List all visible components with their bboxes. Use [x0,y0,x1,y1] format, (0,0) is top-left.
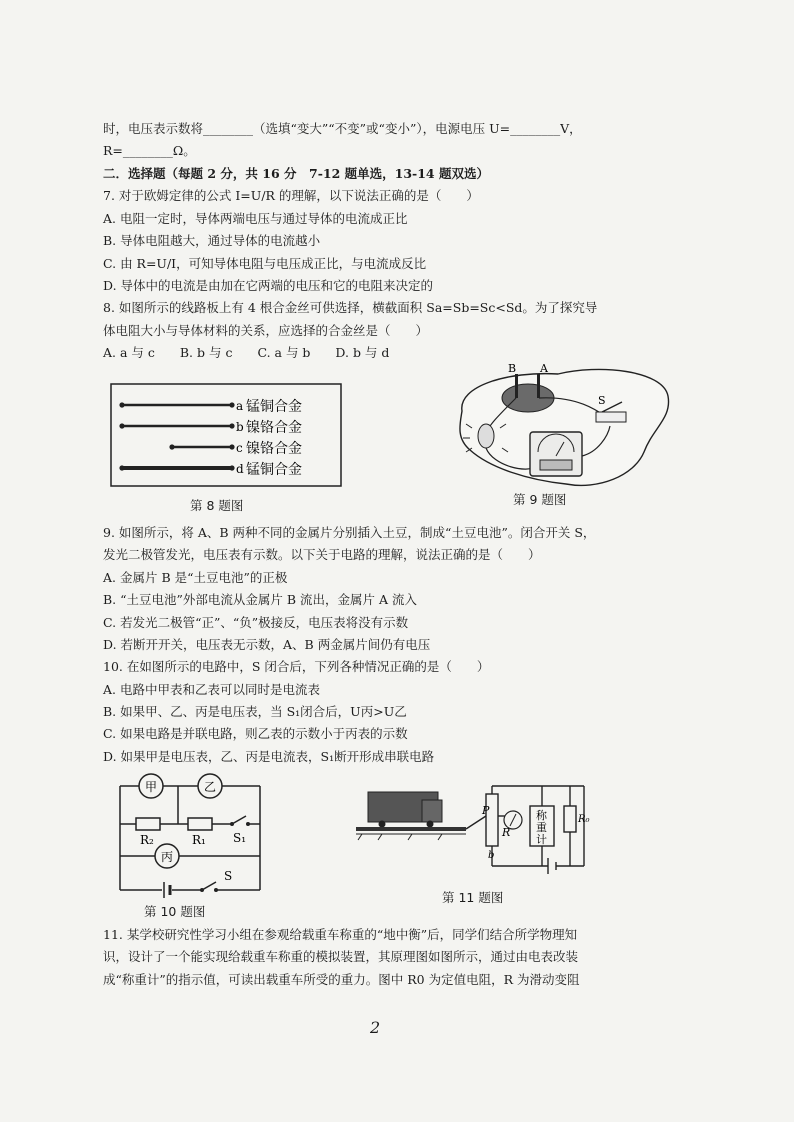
option: D. 如果甲是电压表，乙、丙是电流表，S₁断开形成串联电路 [103,749,435,764]
wire-letter: b [236,420,244,434]
p-label: P [482,804,490,817]
wire-letter: c [236,441,243,455]
ground-hatch [356,834,466,840]
label-a: A [540,362,548,375]
meter-text: 计 [536,833,547,846]
question-11-cont: 识，设计了一个能实现给载重车称重的模拟装置，其原理图如图所示，通过由电表改装 [103,949,579,964]
meter-text: 称 [536,809,547,822]
figure-10-caption: 第 10 题图 [144,904,206,919]
option: C. 若发光二极管“正”、“负”极接反，电压表将没有示数 [103,615,409,630]
text-line: 时，电压表示数将________（选填“变大”“不变”或“变小”），电源电压 U=________V， [103,121,582,136]
wire-d [119,461,302,478]
text-line: R=________Ω。 [103,143,196,158]
option: A. 金属片 B 是“土豆电池”的正极 [103,570,288,585]
question-9: 9. 如图所示，将 A、B 两种不同的金属片分别插入土豆，制成“土豆电池”。闭合开关 S， [103,525,596,540]
r-label: R [502,826,511,839]
figure-11-weighing-device [352,770,602,882]
resistor-r0 [564,806,576,832]
label-b: B [508,362,517,375]
led [478,424,494,448]
label-s: S [598,394,606,407]
rheostat-r [486,794,498,846]
figure-9-potato-battery [448,356,673,496]
figure-10-circuit [112,768,272,900]
metal-plate-a [537,374,540,398]
wire-letter: a [236,399,244,413]
wire-material: 镍铬合金 [246,420,302,436]
option: B. 导体电阻越大，通过导体的电流越小 [103,233,321,248]
option: D. 若断开开关，电压表无示数，A、B 两金属片间仍有电压 [103,637,431,652]
figure-8-wire-board [110,383,342,487]
options-row: A. a 与 c B. b 与 c C. a 与 b D. b 与 d [103,345,390,360]
meter-bing-label: 丙 [161,850,174,864]
option: B. 如果甲、乙、丙是电压表，当 S₁闭合后，U丙>U乙 [103,704,407,719]
figure-11-caption: 第 11 题图 [442,890,504,905]
option: A. 电路中甲表和乙表可以同时是电流表 [103,682,320,697]
option: C. 由 R=U/I，可知导体电阻与电压成正比，与电流成反比 [103,256,427,271]
option: D. 导体中的电流是由加在它两端的电压和它的电阻来决定的 [103,278,434,293]
figure-8-caption: 第 8 题图 [190,498,244,513]
option: C. 如果电路是并联电路，则乙表的示数小于丙表的示数 [103,726,408,741]
option: A. 电阻一定时，导体两端电压与通过导体的电流成正比 [103,211,408,226]
option: B. “土豆电池”外部电流从金属片 B 流出，金属片 A 流入 [103,592,418,607]
wire-material: 锰铜合金 [246,399,302,415]
page-number: 2 [370,1018,381,1037]
switch-s [596,412,626,422]
question-9-cont: 发光二极管发光，电压表有示数。以下关于电路的理解，说法正确的是（ ） [103,547,541,562]
question-8-cont: 体电阻大小与导体材料的关系，应选择的合金丝是（ ） [103,323,429,338]
figure-9-caption: 第 9 题图 [513,492,567,507]
section-heading: 二．选择题（每题 2 分，共 16 分 7-12 题单选，13-14 题双选） [103,166,489,181]
weighing-platform [356,827,466,831]
r1-label: R₁ [192,833,206,847]
s-label: S [224,869,233,883]
resistor-r2 [136,818,160,830]
metal-plate-b [515,374,518,398]
wire-a [119,398,302,415]
meter-jia-label: 甲 [145,780,158,794]
b-label: b [488,850,495,861]
meter-yi-label: 乙 [204,780,217,794]
question-7: 7. 对于欧姆定律的公式 I=U/R 的理解，以下说法正确的是（ ） [103,188,479,203]
board-outline [111,384,341,486]
s1-label: S₁ [233,831,247,845]
wire-c [169,440,302,457]
wire-material: 镍铬合金 [246,441,302,457]
question-8: 8. 如图所示的线路板上有 4 根合金丝可供选择，横截面积 Sa=Sb=Sc<Sd。为了探究导 [103,300,598,315]
r0-label: R₀ [578,814,590,825]
wire-b [119,419,302,436]
question-11-cont: 成“称重计”的指示值，可读出载重车所受的重力。图中 R0 为定值电阻，R 为滑动变阻 [103,972,580,987]
resistor-r1 [188,818,212,830]
question-10: 10. 在如图所示的电路中，S 闭合后，下列各种情况正确的是（ ） [103,659,490,674]
wire-letter: d [236,462,244,476]
r2-label: R₂ [140,833,154,847]
question-11: 11. 某学校研究性学习小组在参观给载重车称重的“地中衡”后，同学们结合所学物理知 [103,927,578,942]
wire-material: 锰铜合金 [246,462,302,478]
meter-text: 重 [536,821,547,834]
